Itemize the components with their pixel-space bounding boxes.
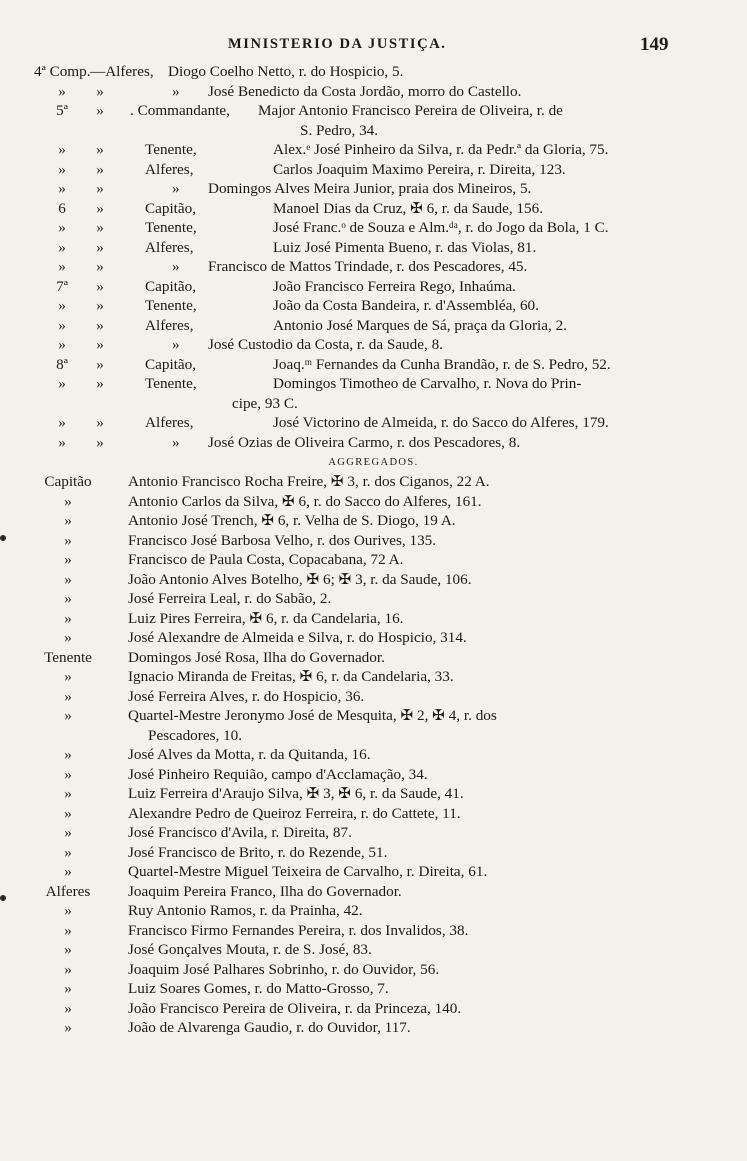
aggregado-entry: Antonio Carlos da Silva, ✠ 6, r. do Sacco do Alferes, 161. <box>128 492 482 510</box>
continuation-line <box>0 121 747 141</box>
officer-entry: Antonio José Marques de Sá, praça da Gloria, 2. <box>273 316 567 334</box>
company-number: » <box>58 433 66 451</box>
grade-label: » <box>64 609 72 627</box>
aggregados-list <box>0 472 747 1038</box>
rank-label: Alferes, <box>145 414 194 431</box>
aggregado-entry: Alexandre Pedro de Queiroz Ferreira, r. do Cattete, 11. <box>128 804 461 822</box>
aggregado-row <box>0 1018 747 1038</box>
officer-row <box>0 238 747 258</box>
ditto-mark: » <box>172 180 180 197</box>
aggregado-row <box>0 862 747 882</box>
grade-label: » <box>64 843 72 861</box>
officer-entry: Domingos Timotheo de Carvalho, r. Nova do Prin- <box>273 375 582 392</box>
grade-label: » <box>64 941 72 958</box>
rank-label: Alferes, <box>145 160 194 178</box>
aggregado-row <box>0 940 747 960</box>
officer-entry: José Benedicto da Costa Jordão, morro do Castello. <box>208 82 522 100</box>
rank-label: Tenente, <box>145 141 197 158</box>
aggregado-row <box>0 823 747 843</box>
grade-label: Capitão <box>44 473 92 490</box>
page-number: 149 <box>640 34 669 55</box>
ditto-mark: » <box>96 199 104 217</box>
officer-row <box>0 199 747 219</box>
officer-entry: José Franc.ᵒ de Souza e Alm.ᵈᵃ, r. do Jogo da Bola, 1 C. <box>273 219 609 236</box>
officer-entry: Carlos Joaquim Maximo Pereira, r. Direita, 123. <box>273 160 566 178</box>
company-number: » <box>58 219 66 236</box>
company-number: » <box>58 336 66 353</box>
grade-label: » <box>64 902 72 919</box>
margin-ink-mark <box>0 895 6 901</box>
page-header <box>0 36 747 62</box>
officer-entry: Joaq.ᵐ Fernandes da Cunha Brandão, r. de S. Pedro, 52. <box>273 355 611 373</box>
aggregado-row <box>0 609 747 629</box>
grade-label: » <box>64 629 72 646</box>
company-number: » <box>58 375 66 392</box>
officer-entry: Diogo Coelho Netto, r. do Hospicio, 5. <box>168 63 404 80</box>
aggregado-entry: Francisco de Paula Costa, Copacabana, 72 A. <box>128 551 404 568</box>
ditto-mark: » <box>96 82 104 100</box>
officer-entry: Francisco de Mattos Trindade, r. dos Pescadores, 45. <box>208 258 528 275</box>
aggregado-entry: Quartel-Mestre Jeronymo José de Mesquita, ✠ 2, ✠ 4, r. dos <box>128 707 497 724</box>
officer-entry: Alex.ᵉ José Pinheiro da Silva, r. da Pedr.ª da Gloria, 75. <box>273 141 609 158</box>
officer-row <box>0 101 747 121</box>
ditto-mark: » <box>96 355 104 373</box>
officer-row <box>0 355 747 375</box>
aggregado-row <box>0 921 747 941</box>
ditto-mark: » <box>172 433 180 451</box>
grade-label: » <box>64 863 72 880</box>
officer-row <box>0 160 747 180</box>
aggregado-row <box>0 745 747 765</box>
aggregado-row <box>0 843 747 863</box>
grade-label: Tenente <box>44 648 92 666</box>
officer-row <box>0 140 747 160</box>
ditto-mark: » <box>96 433 104 451</box>
company-number: » <box>58 414 66 431</box>
ditto-mark: » <box>96 277 104 295</box>
aggregado-entry: Quartel-Mestre Miguel Teixeira de Carvalho, r. Direita, 61. <box>128 863 488 880</box>
officer-entry: Major Antonio Francisco Pereira de Oliveira, r. de <box>258 102 563 119</box>
continuation-text: S. Pedro, 34. <box>300 121 379 139</box>
aggregado-entry: José Ferreira Leal, r. do Sabão, 2. <box>128 590 332 607</box>
grade-label: » <box>64 765 72 783</box>
rank-label: Tenente, <box>145 375 197 392</box>
aggregado-entry: Luiz Soares Gomes, r. do Matto-Grosso, 7. <box>128 980 389 997</box>
ditto-mark: » <box>96 336 104 353</box>
officer-entry: João Francisco Ferreira Rego, Inhaúma. <box>273 277 516 295</box>
aggregado-row <box>0 589 747 609</box>
company-number: » <box>58 180 66 197</box>
continuation-line <box>0 726 747 746</box>
aggregado-row <box>0 784 747 804</box>
grade-label: » <box>64 980 72 997</box>
aggregado-row <box>0 765 747 785</box>
continuation-text: Pescadores, 10. <box>148 726 243 744</box>
running-head: MINISTERIO DA JUSTIÇA. <box>228 36 447 52</box>
officer-row <box>0 335 747 355</box>
officer-row <box>0 374 747 394</box>
grade-label: » <box>64 804 72 822</box>
aggregado-row <box>0 706 747 726</box>
aggregado-entry: Ignacio Miranda de Freitas, ✠ 6, r. da Candelaria, 33. <box>128 668 454 685</box>
rank-label: Tenente, <box>145 219 197 236</box>
aggregado-row <box>0 511 747 531</box>
grade-label: » <box>64 590 72 607</box>
grade-label: » <box>64 1019 72 1036</box>
aggregado-row <box>0 648 747 668</box>
aggregado-entry: João de Alvarenga Gaudio, r. do Ouvidor, 117. <box>128 1019 411 1036</box>
aggregado-entry: Francisco José Barbosa Velho, r. dos Ourives, 135. <box>128 531 437 549</box>
continuation-line <box>0 394 747 414</box>
listing <box>0 62 747 1038</box>
grade-label: » <box>64 921 72 939</box>
officer-entry: João da Costa Bandeira, r. d'Assembléa, 60. <box>273 297 539 314</box>
aggregado-row <box>0 550 747 570</box>
ditto-mark: » <box>96 316 104 334</box>
section-heading-row <box>0 452 747 472</box>
grade-label: » <box>64 999 72 1017</box>
aggregado-entry: José Gonçalves Mouta, r. de S. José, 83. <box>128 941 372 958</box>
ditto-mark: » <box>96 219 104 236</box>
ditto-mark: » <box>96 258 104 275</box>
grade-label: » <box>64 960 72 978</box>
continuation-text: cipe, 93 C. <box>232 394 298 412</box>
aggregado-entry: João Francisco Pereira de Oliveira, r. da Princeza, 140. <box>128 999 462 1017</box>
company-number: » <box>58 258 66 275</box>
margin-ink-mark <box>0 535 6 541</box>
grade-label: » <box>64 707 72 724</box>
aggregado-row <box>0 472 747 492</box>
aggregado-entry: Ruy Antonio Ramos, r. da Prainha, 42. <box>128 902 363 919</box>
aggregado-entry: José Francisco de Brito, r. do Rezende, 51. <box>128 843 388 861</box>
officer-row <box>0 296 747 316</box>
officer-row <box>0 277 747 297</box>
company-officers-list <box>0 62 747 452</box>
ditto-mark: » <box>96 180 104 197</box>
aggregado-entry: Antonio José Trench, ✠ 6, r. Velha de S. Diogo, 19 A. <box>128 512 456 529</box>
grade-label: » <box>64 551 72 568</box>
rank-label: . Commandante, <box>130 102 230 119</box>
aggregado-entry: Francisco Firmo Fernandes Pereira, r. dos Invalidos, 38. <box>128 921 469 939</box>
officer-entry: Luiz José Pimenta Bueno, r. das Violas, 81. <box>273 238 537 256</box>
grade-label: » <box>64 824 72 841</box>
aggregado-entry: Luiz Pires Ferreira, ✠ 6, r. da Candelaria, 16. <box>128 609 404 627</box>
aggregado-entry: Joaquim José Palhares Sobrinho, r. do Ouvidor, 56. <box>128 960 440 978</box>
company-number: » <box>58 238 66 256</box>
officer-row <box>0 218 747 238</box>
company-number: 4ª Comp. <box>34 63 91 80</box>
company-number: 6 <box>58 199 66 217</box>
officer-row <box>0 257 747 277</box>
officer-row <box>0 82 747 102</box>
ditto-mark: » <box>96 141 104 158</box>
officer-row <box>0 62 747 82</box>
ditto-mark: » <box>172 336 180 353</box>
rank-label: Capitão, <box>145 277 197 295</box>
aggregado-entry: José Francisco d'Avila, r. Direita, 87. <box>128 824 352 841</box>
aggregado-entry: José Alves da Motta, r. da Quitanda, 16. <box>128 746 371 763</box>
grade-label: » <box>64 531 72 549</box>
ditto-mark: » <box>96 297 104 314</box>
company-number: » <box>58 297 66 314</box>
aggregado-row <box>0 901 747 921</box>
aggregado-entry: Antonio Francisco Rocha Freire, ✠ 3, r. dos Ciganos, 22 A. <box>128 473 490 490</box>
ditto-mark: » <box>96 375 104 392</box>
officer-row <box>0 433 747 453</box>
aggregado-row <box>0 979 747 999</box>
company-number: 8ª <box>56 355 68 373</box>
rank-label: —Alferes, <box>90 63 154 80</box>
aggregado-row <box>0 531 747 551</box>
rank-label: Capitão, <box>145 199 197 217</box>
rank-label: Tenente, <box>145 297 197 314</box>
aggregado-row <box>0 882 747 902</box>
officer-entry: Manoel Dias da Cruz, ✠ 6, r. da Saude, 156. <box>273 199 544 217</box>
grade-label: » <box>64 785 72 802</box>
rank-label: Alferes, <box>145 316 194 334</box>
grade-label: Alferes <box>45 882 91 900</box>
ditto-mark: » <box>172 82 180 100</box>
officer-entry: José Victorino de Almeida, r. do Sacco do Alferes, 179. <box>273 414 609 431</box>
ditto-mark: » <box>96 102 104 119</box>
grade-label: » <box>64 492 72 510</box>
rank-label: Capitão, <box>145 355 197 373</box>
aggregado-entry: João Antonio Alves Botelho, ✠ 6; ✠ 3, r. da Saude, 106. <box>128 570 472 588</box>
company-number: » <box>58 141 66 158</box>
grade-label: » <box>64 746 72 763</box>
ditto-mark: » <box>172 258 180 275</box>
aggregado-entry: Luiz Ferreira d'Araujo Silva, ✠ 3, ✠ 6, r. da Saude, 41. <box>128 785 464 802</box>
ditto-mark: » <box>96 238 104 256</box>
aggregado-entry: José Ferreira Alves, r. do Hospicio, 36. <box>128 687 365 705</box>
grade-label: » <box>64 570 72 588</box>
officer-row <box>0 413 747 433</box>
aggregado-row <box>0 999 747 1019</box>
aggregado-row <box>0 687 747 707</box>
aggregado-entry: José Alexandre de Almeida e Silva, r. do Hospicio, 314. <box>128 629 467 646</box>
ditto-mark: » <box>96 160 104 178</box>
aggregado-row <box>0 804 747 824</box>
company-number: » <box>58 316 66 334</box>
section-heading: AGGREGADOS. <box>328 457 419 468</box>
aggregado-entry: José Pinheiro Requião, campo d'Acclamação, 34. <box>128 765 428 783</box>
company-number: 5ª <box>56 102 68 119</box>
aggregado-row <box>0 492 747 512</box>
ditto-mark: » <box>96 414 104 431</box>
officer-entry: José Ozias de Oliveira Carmo, r. dos Pescadores, 8. <box>208 433 521 451</box>
grade-label: » <box>64 668 72 685</box>
officer-row <box>0 179 747 199</box>
aggregado-entry: Joaquim Pereira Franco, Ilha do Governador. <box>128 882 402 900</box>
aggregado-entry: Domingos José Rosa, Ilha do Governador. <box>128 648 385 666</box>
aggregado-row <box>0 628 747 648</box>
aggregado-row <box>0 570 747 590</box>
rank-label: Alferes, <box>145 238 194 256</box>
aggregado-row <box>0 667 747 687</box>
aggregado-row <box>0 960 747 980</box>
company-number: 7ª <box>56 277 68 295</box>
officer-row <box>0 316 747 336</box>
grade-label: » <box>64 687 72 705</box>
grade-label: » <box>64 512 72 529</box>
officer-entry: José Custodio da Costa, r. da Saude, 8. <box>208 336 443 353</box>
company-number: » <box>58 82 66 100</box>
company-number: » <box>58 160 66 178</box>
officer-entry: Domingos Alves Meira Junior, praia dos Mineiros, 5. <box>208 180 532 197</box>
